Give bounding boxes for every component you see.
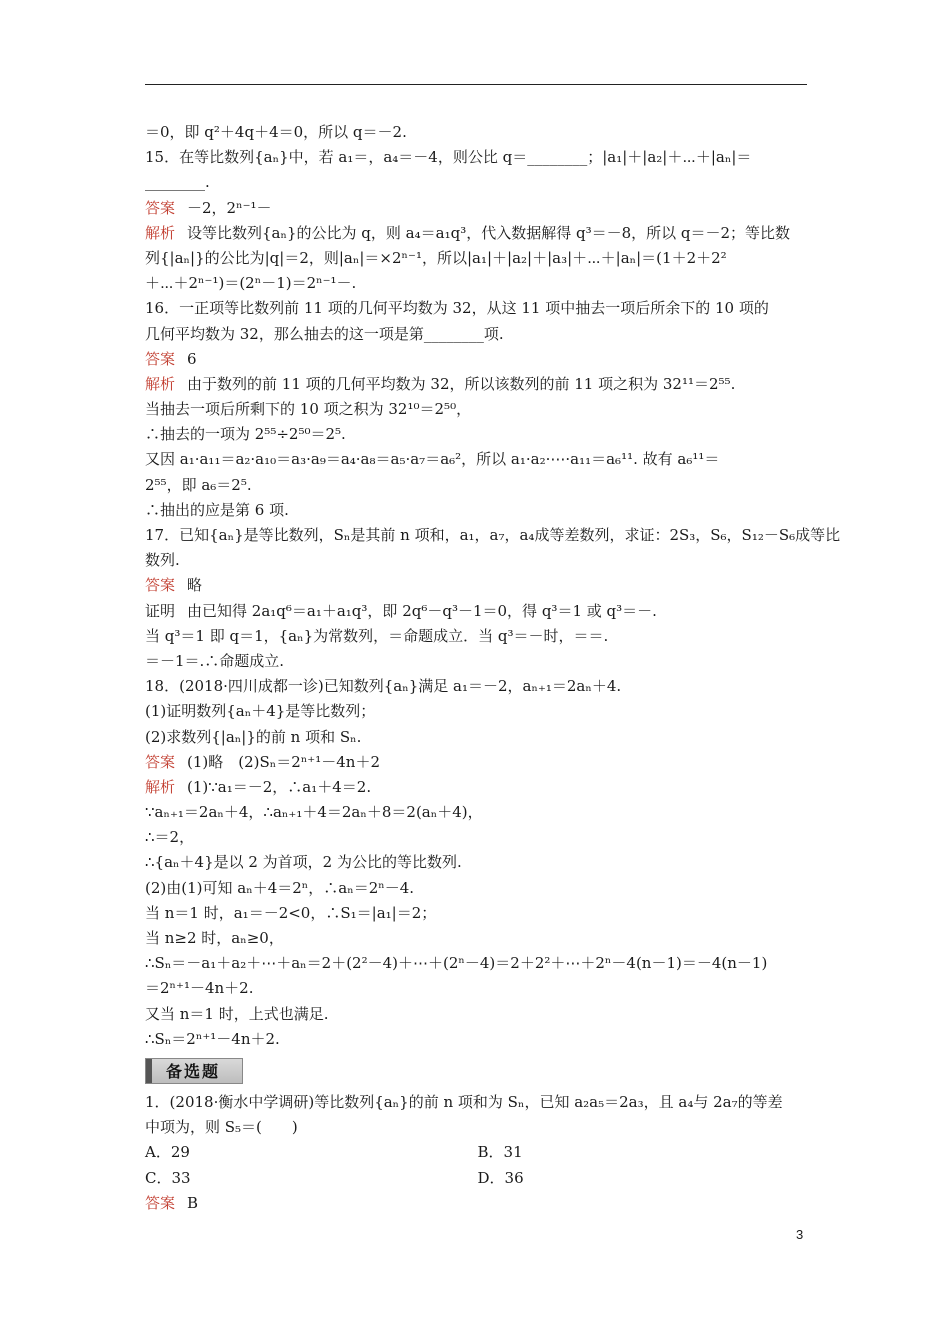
text-line [145, 170, 810, 195]
text-line [145, 800, 810, 825]
line-text: 1．(2018·衡水中学调研)等比数列{aₙ}的前 n 项和为 Sₙ，已知 a₂a₅＝2a₃，且 a₄与 2a₇的等差 [145, 1092, 783, 1111]
text-line [145, 271, 810, 296]
text-line [145, 674, 810, 699]
text-line [145, 422, 810, 447]
line-text: 当 n≥2 时，aₙ≥0， [145, 929, 284, 947]
line-text: 2⁵⁵，即 a₆＝2⁵. [145, 475, 252, 494]
line-text: ∴＝2， [145, 828, 195, 847]
text-line [145, 624, 810, 649]
option-row [145, 1140, 810, 1165]
line-text: ∵aₙ₊₁＝2aₙ＋4，∴aₙ₊₁＋4＝2aₙ＋8＝2(aₙ＋4)， [145, 803, 483, 822]
text-line [145, 347, 810, 372]
option-item: B．31 [477, 1143, 523, 1162]
text-line [145, 447, 810, 472]
option-item: D．36 [477, 1168, 524, 1187]
line-text: 16．一正项等比数列前 11 项的几何平均数为 32，从这 11 项中抽去一项后所余下的 10 项的 [145, 299, 769, 318]
text-line [145, 825, 810, 850]
final-answer [145, 1191, 810, 1216]
text-line [145, 725, 810, 750]
text-line [145, 649, 810, 674]
line-text: (1)∵a₁＝－2，∴a₁＋4＝2. [187, 777, 372, 796]
line-text: ∴Sₙ＝－a₁＋a₂＋⋯＋aₙ＝2＋(2²－4)＋⋯＋(2ⁿ－4)＝2＋2²＋⋯＋2ⁿ－4(n－1)＝－4(n－1) [145, 954, 768, 973]
question-line [145, 1090, 810, 1115]
line-text: 又因 a₁·a₁₁＝a₂·a₁₀＝a₃·a₉＝a₄·a₈＝a₅·a₇＝a₆²，所以 a₁·a₂·⋯·a₁₁＝a₆¹¹. 故有 a₆¹¹＝ [145, 450, 720, 469]
line-text: －2，2ⁿ⁻¹－ [187, 198, 272, 217]
section-badge [145, 1058, 243, 1084]
line-text: 列{|aₙ|}的公比为|q|＝2，则|aₙ|＝×2ⁿ⁻¹，所以|a₁|＋|a₂|＋|a₃|＋⋯＋|aₙ|＝(1＋2＋2² [145, 248, 727, 267]
line-tag: 答案 [145, 752, 176, 771]
line-text: 由已知得 2a₁q⁶＝a₁＋a₁q³，即 2q⁶－q³－1＝0，得 q³＝1 或 q³＝－. [187, 601, 657, 620]
solution-lines [145, 120, 841, 1052]
line-text: (2)由(1)可知 aₙ＋4＝2ⁿ，∴aₙ＝2ⁿ－4. [145, 878, 415, 897]
text-line [145, 473, 810, 498]
text-line [145, 145, 810, 170]
text-line [145, 750, 810, 775]
line-tag: 答案 [145, 576, 176, 595]
line-text: ＋⋯＋2ⁿ⁻¹)＝(2ⁿ－1)＝2ⁿ⁻¹－. [145, 274, 357, 293]
question-line [145, 1115, 810, 1140]
line-text: 当抽去一项后所剩下的 10 项之积为 32¹⁰＝2⁵⁰， [145, 400, 472, 419]
text-line [145, 901, 810, 926]
text-line [145, 322, 810, 347]
text-line [145, 1027, 810, 1052]
line-text: 几何平均数为 32，那么抽去的这一项是第________项. [145, 324, 504, 343]
text-line [145, 976, 810, 1001]
text-line [145, 246, 810, 271]
section-title: 备选题 [166, 1062, 221, 1082]
line-text: 15．在等比数列{aₙ}中，若 a₁＝，a₄＝－4，则公比 q＝________；|a₁|＋|a₂|＋⋯＋|aₙ|＝ [145, 148, 752, 167]
line-tag: 解析 [145, 374, 176, 393]
line-text: 数列. [145, 551, 180, 570]
text-line [145, 196, 810, 221]
answer-options [145, 1140, 810, 1190]
text-line [145, 1002, 810, 1027]
option-item: C．33 [145, 1168, 191, 1187]
line-tag: 答案 [145, 198, 176, 217]
line-mark: 证明 [145, 601, 176, 620]
line-text: 17．已知{aₙ}是等比数列，Sₙ是其前 n 项和，a₁，a₇，a₄成等差数列，求证：2S₃，S₆，S₁₂－S₆成等比 [145, 526, 841, 544]
line-tag: 解析 [145, 223, 176, 242]
text-line [145, 926, 810, 951]
line-text: 18．(2018·四川成都一诊)已知数列{aₙ}满足 a₁＝－2，aₙ₊₁＝2aₙ＋4. [145, 677, 622, 696]
line-text: 又当 n＝1 时，上式也满足. [145, 1004, 329, 1023]
text-line [145, 573, 810, 598]
line-text: ＝2ⁿ⁺¹－4n＋2. [145, 979, 254, 998]
section-bar-icon [146, 1059, 152, 1083]
answer-value: B [187, 1193, 199, 1212]
text-line [145, 850, 810, 875]
text-line [145, 221, 810, 246]
text-line [145, 296, 810, 321]
line-text: ∴{aₙ＋4}是以 2 为首项，2 为公比的等比数列. [145, 853, 462, 872]
line-text: 当 q³＝1 即 q＝1，{aₙ}为常数列，＝命题成立．当 q³＝－时，＝＝. [145, 626, 609, 645]
header-rule [145, 84, 807, 85]
line-text: (1)证明数列{aₙ＋4}是等比数列； [145, 702, 376, 721]
text-line [145, 548, 810, 573]
line-text: ________. [145, 173, 210, 192]
line-text: 略 [187, 576, 203, 595]
text-line [145, 397, 810, 422]
line-text: ∴抽出的应是第 6 项. [145, 500, 289, 519]
text-line [145, 120, 810, 145]
page-number: 3 [796, 1227, 804, 1242]
line-text: 由于数列的前 11 项的几何平均数为 32，所以该数列的前 11 项之积为 32¹¹＝2⁵⁵. [187, 374, 736, 393]
question-1 [145, 1090, 810, 1140]
text-line [145, 775, 810, 800]
line-tag: 解析 [145, 777, 176, 796]
line-text: ∴Sₙ＝2ⁿ⁺¹－4n＋2. [145, 1029, 280, 1048]
line-text: (2)求数列{|aₙ|}的前 n 项和 Sₙ. [145, 727, 362, 746]
text-line [145, 876, 810, 901]
line-text: 6 [187, 349, 197, 368]
text-line [145, 951, 810, 976]
line-text: 当 n＝1 时，a₁＝－2<0，∴S₁＝|a₁|＝2； [145, 903, 437, 922]
answer-tag: 答案 [145, 1193, 176, 1212]
line-text: ＝－1＝.∴命题成立. [145, 651, 285, 670]
line-text: 中项为，则 S₅＝( ) [145, 1118, 298, 1137]
option-row [145, 1166, 810, 1191]
option-item: A．29 [145, 1143, 190, 1162]
line-tag: 答案 [145, 349, 176, 368]
text-line [145, 523, 841, 548]
text-line [145, 372, 810, 397]
line-text: ＝0，即 q²＋4q＋4＝0，所以 q＝－2. [145, 123, 407, 141]
text-line [145, 498, 810, 523]
line-text: 设等比数列{aₙ}的公比为 q，则 a₄＝a₁q³，代入数据解得 q³＝－8，所以 q＝－2；等比数 [187, 223, 791, 242]
section-header [145, 1058, 810, 1084]
text-line [145, 699, 810, 724]
line-text: (1)略 (2)Sₙ＝2ⁿ⁺¹－4n＋2 [187, 752, 380, 771]
line-text: ∴抽去的一项为 2⁵⁵÷2⁵⁰＝2⁵. [145, 425, 346, 444]
document-body [145, 120, 841, 1216]
text-line [145, 599, 810, 624]
